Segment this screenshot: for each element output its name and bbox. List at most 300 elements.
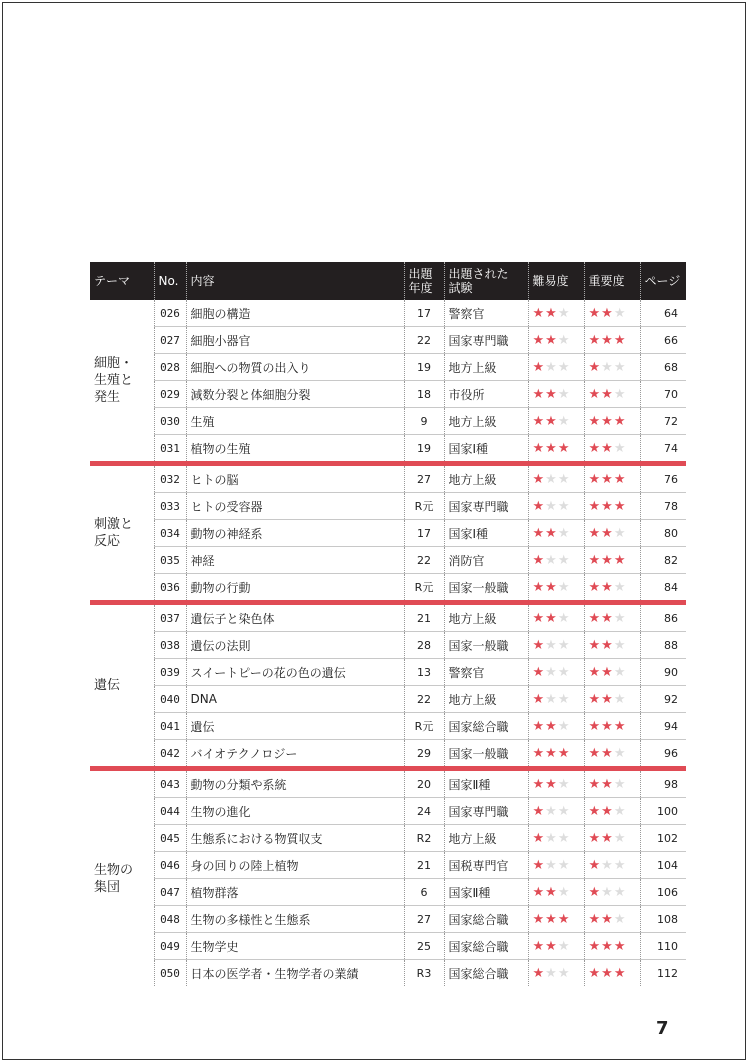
star-filled-icon: ★: [545, 440, 558, 456]
star-filled-icon: ★: [601, 830, 614, 846]
year-cell: 6: [404, 879, 444, 906]
star-empty-icon: ★: [613, 776, 627, 792]
star-empty-icon: ★: [613, 637, 627, 653]
exam-cell: 地方上級: [444, 464, 528, 493]
difficulty-stars: [528, 464, 584, 493]
star-empty-icon: ★: [557, 552, 571, 568]
star-filled-icon: ★: [532, 332, 546, 348]
page-cell: 94: [640, 713, 686, 740]
page-cell: 80: [640, 520, 686, 547]
star-filled-icon: ★: [588, 965, 602, 981]
star-empty-icon: ★: [557, 803, 571, 819]
star-empty-icon: ★: [613, 745, 627, 761]
difficulty-stars: [528, 933, 584, 960]
star-empty-icon: ★: [545, 965, 558, 981]
star-filled-icon: ★: [545, 776, 558, 792]
star-empty-icon: ★: [613, 305, 627, 321]
star-empty-icon: ★: [613, 525, 627, 541]
difficulty-stars: [528, 408, 584, 435]
star-filled-icon: ★: [588, 386, 602, 402]
star-filled-icon: ★: [613, 938, 627, 954]
importance-stars: [584, 740, 640, 769]
star-filled-icon: ★: [588, 637, 602, 653]
year-cell: 24: [404, 798, 444, 825]
star-filled-icon: ★: [545, 413, 558, 429]
year-cell: 28: [404, 632, 444, 659]
star-filled-icon: ★: [532, 386, 546, 402]
page-cell: 104: [640, 852, 686, 879]
star-empty-icon: ★: [613, 359, 627, 375]
star-filled-icon: ★: [588, 332, 602, 348]
page-cell: 82: [640, 547, 686, 574]
table-row: [90, 906, 686, 933]
exam-cell: 国家専門職: [444, 327, 528, 354]
table-row: [90, 354, 686, 381]
star-empty-icon: ★: [545, 691, 558, 707]
exam-cell: 地方上級: [444, 408, 528, 435]
star-filled-icon: ★: [601, 691, 614, 707]
star-empty-icon: ★: [557, 498, 571, 514]
star-filled-icon: ★: [545, 305, 558, 321]
content-cell: 身の回りの陸上植物: [186, 852, 404, 879]
table-row: [90, 408, 686, 435]
importance-stars: [584, 520, 640, 547]
difficulty-stars: [528, 547, 584, 574]
difficulty-stars: [528, 960, 584, 987]
star-filled-icon: ★: [545, 938, 558, 954]
content-cell: 減数分裂と体細胞分裂: [186, 381, 404, 408]
difficulty-stars: [528, 300, 584, 327]
difficulty-stars: [528, 852, 584, 879]
difficulty-stars: [528, 769, 584, 798]
year-cell: 21: [404, 603, 444, 632]
star-empty-icon: ★: [557, 664, 571, 680]
table-row: [90, 825, 686, 852]
star-empty-icon: ★: [557, 691, 571, 707]
number-cell: 037: [154, 603, 186, 632]
number-cell: 040: [154, 686, 186, 713]
difficulty-stars: [528, 354, 584, 381]
year-cell: 22: [404, 327, 444, 354]
year-cell: 29: [404, 740, 444, 769]
page-cell: 68: [640, 354, 686, 381]
star-empty-icon: ★: [601, 884, 614, 900]
star-filled-icon: ★: [532, 664, 546, 680]
importance-stars: [584, 435, 640, 464]
number-cell: 032: [154, 464, 186, 493]
difficulty-stars: [528, 632, 584, 659]
year-cell: 17: [404, 520, 444, 547]
table-row: [90, 381, 686, 408]
theme-cell: 刺激と 反応: [90, 464, 154, 603]
page-cell: 72: [640, 408, 686, 435]
page-cell: 78: [640, 493, 686, 520]
exam-cell: 市役所: [444, 381, 528, 408]
exam-cell: 国家総合職: [444, 960, 528, 987]
star-empty-icon: ★: [601, 359, 614, 375]
importance-stars: [584, 659, 640, 686]
star-empty-icon: ★: [557, 884, 571, 900]
star-filled-icon: ★: [601, 498, 614, 514]
content-cell: 細胞小器官: [186, 327, 404, 354]
star-filled-icon: ★: [588, 579, 602, 595]
page-cell: 106: [640, 879, 686, 906]
star-filled-icon: ★: [601, 579, 614, 595]
star-filled-icon: ★: [601, 938, 614, 954]
table-row: [90, 435, 686, 464]
star-empty-icon: ★: [557, 830, 571, 846]
star-filled-icon: ★: [613, 498, 627, 514]
content-cell: 生物の多様性と生態系: [186, 906, 404, 933]
difficulty-stars: [528, 435, 584, 464]
importance-stars: [584, 825, 640, 852]
page-cell: 98: [640, 769, 686, 798]
star-filled-icon: ★: [601, 440, 614, 456]
star-empty-icon: ★: [557, 471, 571, 487]
star-filled-icon: ★: [532, 745, 546, 761]
year-cell: 9: [404, 408, 444, 435]
content-cell: 細胞の構造: [186, 300, 404, 327]
number-cell: 042: [154, 740, 186, 769]
difficulty-stars: [528, 798, 584, 825]
star-filled-icon: ★: [545, 610, 558, 626]
difficulty-stars: [528, 574, 584, 603]
table-header: [90, 262, 686, 300]
star-filled-icon: ★: [613, 718, 627, 734]
star-filled-icon: ★: [588, 305, 602, 321]
table-row: [90, 713, 686, 740]
star-filled-icon: ★: [588, 610, 602, 626]
star-filled-icon: ★: [557, 911, 571, 927]
star-filled-icon: ★: [532, 637, 546, 653]
star-filled-icon: ★: [545, 332, 558, 348]
star-filled-icon: ★: [545, 911, 558, 927]
star-empty-icon: ★: [545, 637, 558, 653]
year-cell: 19: [404, 435, 444, 464]
exam-cell: 国家総合職: [444, 713, 528, 740]
page-cell: 70: [640, 381, 686, 408]
year-cell: 22: [404, 686, 444, 713]
star-filled-icon: ★: [545, 718, 558, 734]
content-cell: 遺伝: [186, 713, 404, 740]
table-row: [90, 603, 686, 632]
star-filled-icon: ★: [588, 718, 602, 734]
star-filled-icon: ★: [545, 745, 558, 761]
star-empty-icon: ★: [601, 857, 614, 873]
table-row: [90, 798, 686, 825]
number-cell: 026: [154, 300, 186, 327]
star-filled-icon: ★: [545, 579, 558, 595]
star-filled-icon: ★: [532, 938, 546, 954]
number-cell: 043: [154, 769, 186, 798]
importance-stars: [584, 354, 640, 381]
importance-stars: [584, 879, 640, 906]
star-filled-icon: ★: [532, 610, 546, 626]
table-body: [90, 300, 686, 986]
theme-cell: 遺伝: [90, 603, 154, 769]
year-cell: R2: [404, 825, 444, 852]
star-filled-icon: ★: [588, 830, 602, 846]
star-filled-icon: ★: [588, 857, 602, 873]
exam-cell: 地方上級: [444, 686, 528, 713]
star-empty-icon: ★: [545, 803, 558, 819]
star-filled-icon: ★: [588, 803, 602, 819]
importance-stars: [584, 769, 640, 798]
star-filled-icon: ★: [601, 718, 614, 734]
number-cell: 035: [154, 547, 186, 574]
star-filled-icon: ★: [532, 413, 546, 429]
page-cell: 92: [640, 686, 686, 713]
star-filled-icon: ★: [532, 691, 546, 707]
number-cell: 049: [154, 933, 186, 960]
star-empty-icon: ★: [557, 610, 571, 626]
year-cell: R元: [404, 713, 444, 740]
difficulty-stars: [528, 879, 584, 906]
star-filled-icon: ★: [588, 498, 602, 514]
star-empty-icon: ★: [557, 386, 571, 402]
star-empty-icon: ★: [613, 803, 627, 819]
star-empty-icon: ★: [545, 830, 558, 846]
star-empty-icon: ★: [557, 359, 571, 375]
page-cell: 88: [640, 632, 686, 659]
star-filled-icon: ★: [588, 884, 602, 900]
page-cell: 64: [640, 300, 686, 327]
importance-stars: [584, 686, 640, 713]
number-cell: 030: [154, 408, 186, 435]
star-filled-icon: ★: [532, 830, 546, 846]
page-cell: 100: [640, 798, 686, 825]
difficulty-stars: [528, 825, 584, 852]
number-cell: 027: [154, 327, 186, 354]
table-row: [90, 547, 686, 574]
difficulty-stars: [528, 740, 584, 769]
table-row: [90, 659, 686, 686]
content-cell: 細胞への物質の出入り: [186, 354, 404, 381]
importance-stars: [584, 906, 640, 933]
exam-cell: 地方上級: [444, 354, 528, 381]
star-filled-icon: ★: [532, 440, 546, 456]
importance-stars: [584, 381, 640, 408]
star-filled-icon: ★: [601, 332, 614, 348]
table-row: [90, 769, 686, 798]
star-empty-icon: ★: [545, 664, 558, 680]
content-cell: DNA: [186, 686, 404, 713]
difficulty-stars: [528, 381, 584, 408]
number-cell: 028: [154, 354, 186, 381]
content-cell: 遺伝子と染色体: [186, 603, 404, 632]
difficulty-stars: [528, 713, 584, 740]
star-empty-icon: ★: [545, 498, 558, 514]
year-cell: 18: [404, 381, 444, 408]
number-cell: 046: [154, 852, 186, 879]
year-cell: 21: [404, 852, 444, 879]
star-filled-icon: ★: [588, 413, 602, 429]
difficulty-stars: [528, 659, 584, 686]
star-filled-icon: ★: [532, 471, 546, 487]
number-cell: 039: [154, 659, 186, 686]
star-filled-icon: ★: [601, 911, 614, 927]
star-filled-icon: ★: [532, 803, 546, 819]
table-row: [90, 520, 686, 547]
star-filled-icon: ★: [557, 440, 571, 456]
star-empty-icon: ★: [557, 857, 571, 873]
star-filled-icon: ★: [588, 359, 602, 375]
importance-stars: [584, 408, 640, 435]
exam-cell: 国家Ⅰ種: [444, 435, 528, 464]
star-empty-icon: ★: [557, 525, 571, 541]
content-cell: 植物群落: [186, 879, 404, 906]
star-empty-icon: ★: [545, 552, 558, 568]
number-cell: 045: [154, 825, 186, 852]
star-empty-icon: ★: [557, 579, 571, 595]
star-filled-icon: ★: [532, 911, 546, 927]
header-importance: 重要度: [584, 262, 640, 300]
star-empty-icon: ★: [613, 691, 627, 707]
year-cell: 13: [404, 659, 444, 686]
star-empty-icon: ★: [557, 413, 571, 429]
star-filled-icon: ★: [588, 440, 602, 456]
importance-stars: [584, 547, 640, 574]
star-filled-icon: ★: [588, 664, 602, 680]
number-cell: 034: [154, 520, 186, 547]
difficulty-stars: [528, 906, 584, 933]
table-row: [90, 493, 686, 520]
content-cell: 日本の医学者・生物学者の業績: [186, 960, 404, 987]
year-cell: R3: [404, 960, 444, 987]
exam-cell: 国家Ⅰ種: [444, 520, 528, 547]
content-cell: ヒトの受容器: [186, 493, 404, 520]
header-exam: 出題された 試験: [444, 262, 528, 300]
content-cell: 生物学史: [186, 933, 404, 960]
star-filled-icon: ★: [588, 938, 602, 954]
importance-stars: [584, 632, 640, 659]
exam-cell: 地方上級: [444, 603, 528, 632]
star-filled-icon: ★: [601, 664, 614, 680]
star-filled-icon: ★: [545, 386, 558, 402]
page-cell: 86: [640, 603, 686, 632]
star-empty-icon: ★: [545, 359, 558, 375]
content-cell: 生態系における物質収支: [186, 825, 404, 852]
content-cell: 生物の進化: [186, 798, 404, 825]
importance-stars: [584, 574, 640, 603]
page-cell: 112: [640, 960, 686, 987]
content-cell: 遺伝の法則: [186, 632, 404, 659]
year-cell: 22: [404, 547, 444, 574]
star-filled-icon: ★: [545, 525, 558, 541]
star-empty-icon: ★: [613, 664, 627, 680]
star-empty-icon: ★: [557, 637, 571, 653]
star-empty-icon: ★: [613, 830, 627, 846]
star-filled-icon: ★: [601, 965, 614, 981]
number-cell: 029: [154, 381, 186, 408]
star-empty-icon: ★: [557, 332, 571, 348]
star-empty-icon: ★: [557, 776, 571, 792]
content-cell: スイートピーの花の色の遺伝: [186, 659, 404, 686]
year-cell: 17: [404, 300, 444, 327]
star-filled-icon: ★: [545, 884, 558, 900]
number-cell: 031: [154, 435, 186, 464]
content-cell: 動物の分類や系統: [186, 769, 404, 798]
topic-table: [90, 262, 686, 986]
page-cell: 108: [640, 906, 686, 933]
page-cell: 102: [640, 825, 686, 852]
table-row: [90, 574, 686, 603]
importance-stars: [584, 852, 640, 879]
star-filled-icon: ★: [532, 305, 546, 321]
importance-stars: [584, 300, 640, 327]
header-theme: テーマ: [90, 262, 154, 300]
content-cell: ヒトの脳: [186, 464, 404, 493]
page-number: 7: [656, 1018, 669, 1039]
star-filled-icon: ★: [601, 471, 614, 487]
exam-cell: 国家Ⅱ種: [444, 879, 528, 906]
star-filled-icon: ★: [532, 857, 546, 873]
exam-cell: 消防官: [444, 547, 528, 574]
number-cell: 044: [154, 798, 186, 825]
difficulty-stars: [528, 327, 584, 354]
star-filled-icon: ★: [601, 745, 614, 761]
star-filled-icon: ★: [532, 359, 546, 375]
header-content: 内容: [186, 262, 404, 300]
exam-cell: 国家専門職: [444, 493, 528, 520]
star-filled-icon: ★: [532, 498, 546, 514]
exam-cell: 国税専門官: [444, 852, 528, 879]
star-filled-icon: ★: [588, 776, 602, 792]
star-empty-icon: ★: [613, 857, 627, 873]
importance-stars: [584, 464, 640, 493]
star-filled-icon: ★: [532, 776, 546, 792]
star-filled-icon: ★: [532, 552, 546, 568]
table-row: [90, 686, 686, 713]
star-empty-icon: ★: [613, 440, 627, 456]
theme-cell: 生物の 集団: [90, 769, 154, 987]
page-cell: 76: [640, 464, 686, 493]
year-cell: 27: [404, 906, 444, 933]
star-filled-icon: ★: [601, 386, 614, 402]
exam-cell: 国家Ⅱ種: [444, 769, 528, 798]
number-cell: 033: [154, 493, 186, 520]
exam-cell: 国家一般職: [444, 632, 528, 659]
year-cell: 27: [404, 464, 444, 493]
table-row: [90, 327, 686, 354]
importance-stars: [584, 713, 640, 740]
header-year: 出題 年度: [404, 262, 444, 300]
star-filled-icon: ★: [588, 911, 602, 927]
table-row: [90, 960, 686, 987]
star-filled-icon: ★: [557, 745, 571, 761]
number-cell: 048: [154, 906, 186, 933]
content-cell: 生殖: [186, 408, 404, 435]
star-filled-icon: ★: [613, 332, 627, 348]
number-cell: 050: [154, 960, 186, 987]
number-cell: 047: [154, 879, 186, 906]
importance-stars: [584, 798, 640, 825]
star-empty-icon: ★: [613, 884, 627, 900]
star-filled-icon: ★: [588, 745, 602, 761]
content-cell: 神経: [186, 547, 404, 574]
number-cell: 038: [154, 632, 186, 659]
table-row: [90, 933, 686, 960]
exam-cell: 国家総合職: [444, 906, 528, 933]
star-empty-icon: ★: [613, 911, 627, 927]
difficulty-stars: [528, 493, 584, 520]
star-filled-icon: ★: [601, 552, 614, 568]
page-cell: 90: [640, 659, 686, 686]
star-filled-icon: ★: [588, 552, 602, 568]
page-cell: 74: [640, 435, 686, 464]
star-filled-icon: ★: [601, 610, 614, 626]
header-difficulty: 難易度: [528, 262, 584, 300]
